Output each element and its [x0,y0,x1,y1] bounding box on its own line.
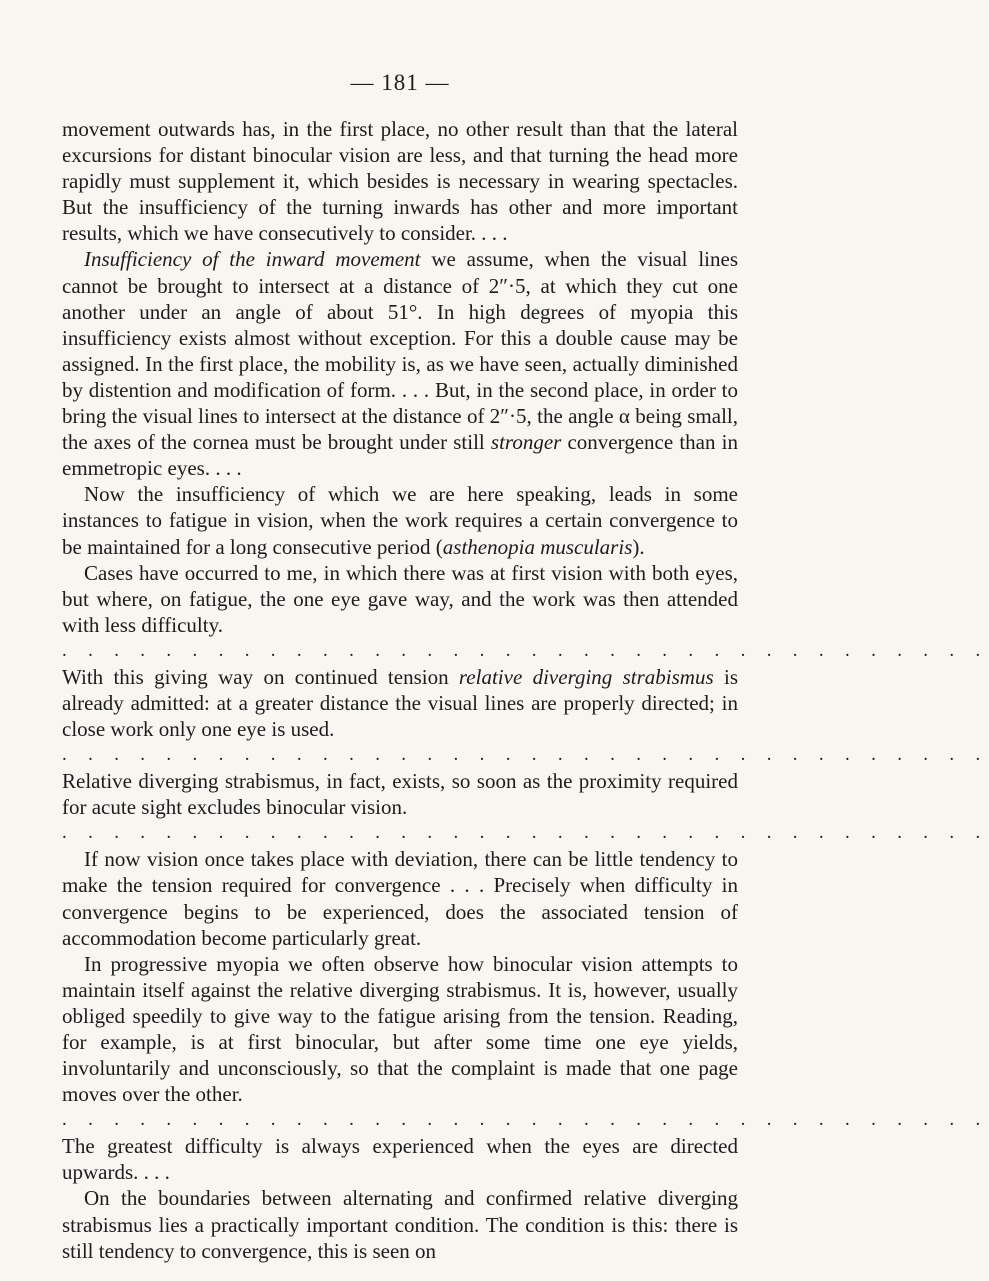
paragraph-7: If now vision once takes place with deviation, there can be little tendency to make the tension required for convergence . . . Precisely when difficulty in convergence begins to be experienced, does the associated tension of accommodation become particularly great. [62,847,738,950]
paragraph-1: movement outwards has, in the first place, no other result than that the lateral excursions for distant binocular vision are less, and that turning the head more rapidly must supplement it, which besides is necessary in wearing spectacles. But the insufficiency of the turning inwards has other and more important results, which we have consecutively to consider. . . . [62,117,738,246]
italic-term: asthenopia muscularis [442,534,633,559]
paragraph-2-end: convergence than in emmetropic eyes. . . . [62,430,738,481]
paragraph-4: Cases have occurred to me, in which there was at first vision with both eyes, but where, on fatigue, the one eye gave way, and the work was then attended with less difficulty. [62,560,738,637]
paragraph-8: In progressive myopia we often observe how binocular vision attempts to maintain itself against the relative diverging strabismus. It is, however, usually obliged speedily to give way to the fatigue arising from the tension. Reading, for example, is at first binocular, but after some time one eye yields, involuntarily and unconsciously, so that the complaint is made that one page moves over the other. [62,951,738,1107]
paragraph-2 [62,246,738,481]
paragraph-3 [62,481,738,559]
paragraph-5-end: is already admitted: at a greater distance the visual lines are properly directed; in close work only one eye is used. [62,664,738,742]
page-number: — 181 — [350,70,450,95]
ellipsis-row: . . . . . . . . . . . . . . . . . . . . . . . . . . . . . . . . . . . . [62,744,989,766]
italic-term: stronger [490,430,562,455]
paragraph-10: On the boundaries between alternating and confirmed relative diverging strabismus lies a practically important condition. The condition is this: there is still tendency to convergence, this is seen on [62,1186,738,1263]
ellipsis-row: . . . . . . . . . . . . . . . . . . . . . . . . . . . . . . . . . . . . [62,1109,989,1131]
ellipsis-row: . . . . . . . . . . . . . . . . . . . . . . . . . . . . . . . . . . . . [62,822,989,844]
italic-term: relative diverging strabismus [458,664,714,689]
paragraph-2-text: we assume, when the visual lines cannot be brought to intersect at a distance of 2″·5, at which they cut one another under an angle of about 51°. In high degrees of myopia this insufficiency exists almost without exception. For this a double cause may be assigned. In the first place, the mobility is, as we have seen, actually diminished by distention and modification of form. . . . But, in the second place, in order to bring the visual lines to intersect at the distance of 2″·5, the angle α being small, the axes of the cornea must be brought under still [62,247,739,455]
paragraph-6: Relative diverging strabismus, in fact, exists, so soon as the proximity required for acute sight excludes binocular vision. [62,769,738,820]
paragraph-3-text: Now the insufficiency of which we are here speaking, leads in some instances to fatigue in vision, when the work requires a certain convergence to be maintained for a long consecutive period ( [62,482,738,559]
paragraph-5 [62,664,738,742]
body-text [62,116,989,1264]
paragraph-5-text: With this giving way on continued tension [62,664,459,689]
paragraph-3-end: ). [632,534,645,559]
paragraph-9: The greatest difficulty is always experienced when the eyes are directed upwards. . . . [62,1134,738,1185]
ellipsis-row: . . . . . . . . . . . . . . . . . . . . . . . . . . . . . . . . . . . . [62,639,989,661]
italic-term: Insufficiency of the inward movement [84,247,421,272]
